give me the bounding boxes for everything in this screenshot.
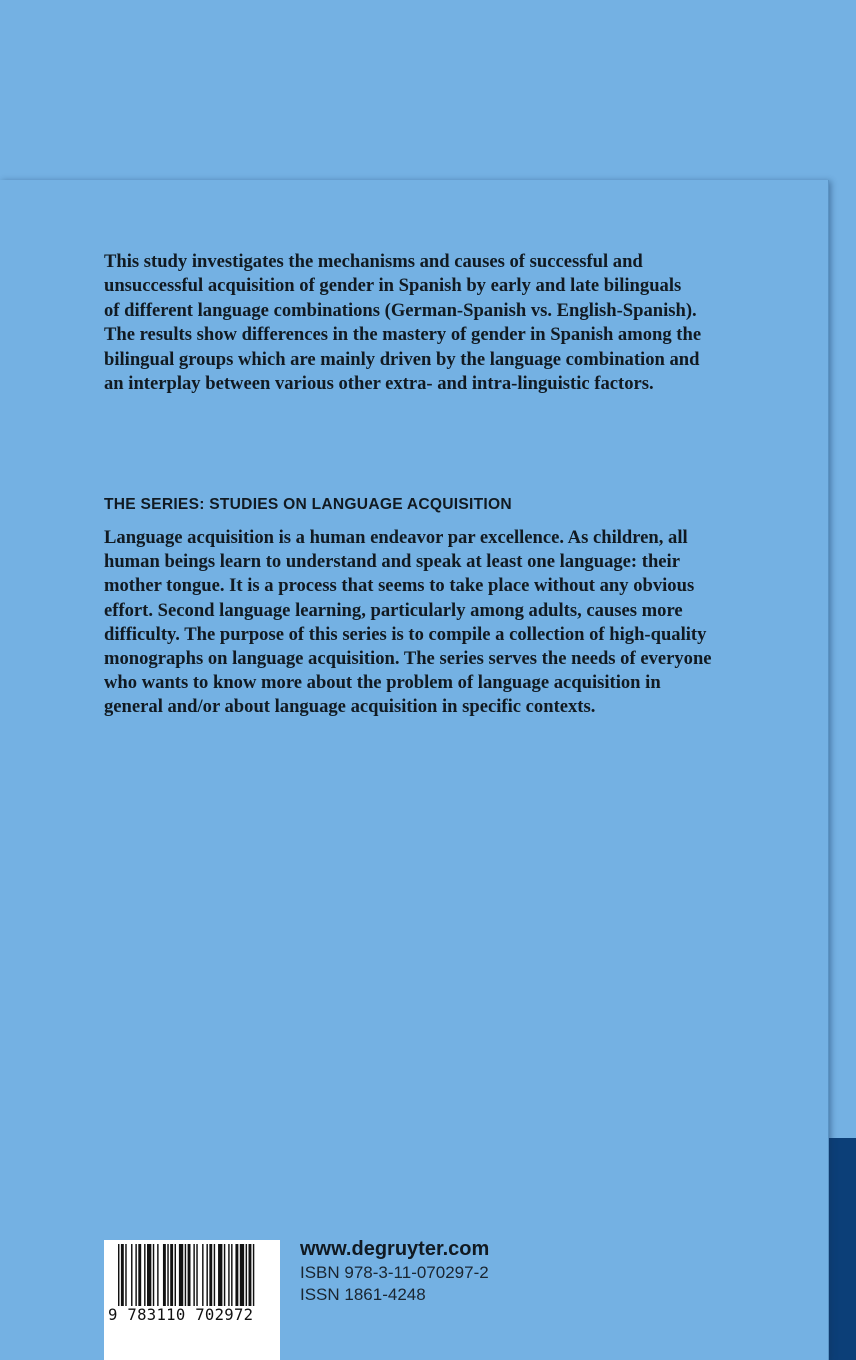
barcode-digits: 9 783110 702972 [108,1306,254,1324]
publisher-website: www.degruyter.com [300,1238,490,1260]
isbn-number: ISBN 978-3-11-070297-2 [300,1263,489,1282]
series-description: Language acquisition is a human endeavor par excellence. As children, all human beings learn to understand and speak at least one language: their mother tongue. It is a process that seems to take place without any obvious effort. Second language learning, particularly among adults, causes more difficulty. The purpose of this series is to compile a collection of high-quality monographs on language acquisition. The series serves the needs of everyone who wants to know more about the problem of language acquisition in general and/or about language acquisition in specific contexts. [104,527,712,718]
barcode-icon [118,1244,270,1306]
spine-strip [828,1138,856,1360]
barcode [104,1240,280,1360]
issn-number: ISSN 1861-4248 [300,1285,426,1304]
publisher-info [300,1236,489,1306]
series-heading: THE SERIES: STUDIES ON LANGUAGE ACQUISITION [104,496,512,513]
book-summary: This study investigates the mechanisms and causes of successful and unsuccessful acquisition of gender in Spanish by early and late bilinguals of different language combinations (German-Spanish vs. English-Spanish). The results show differences in the mastery of gender in Spanish among the bilingual groups which are mainly driven by the language combination and an interplay between various other extra- and intra-linguistic factors. [104,251,702,395]
